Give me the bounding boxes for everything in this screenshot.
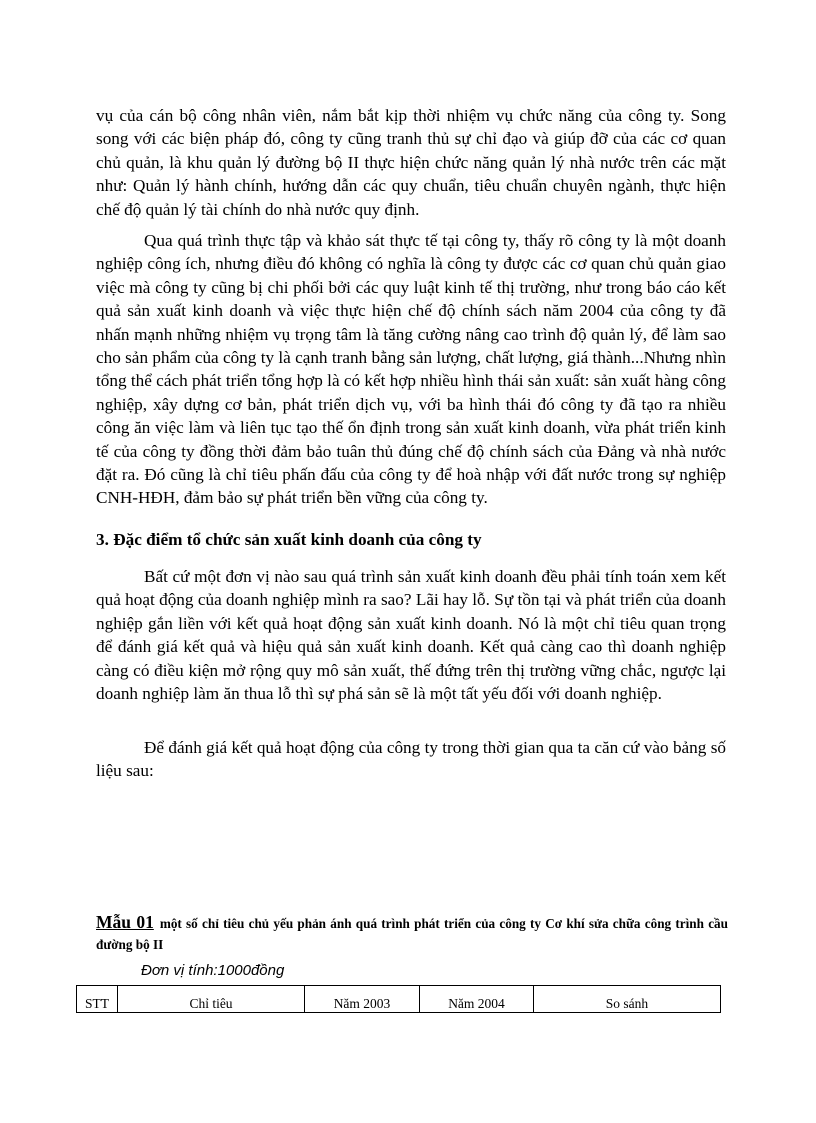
paragraph-1: vụ của cán bộ công nhân viên, nắm bắt kịp thời nhiệm vụ chức năng của công ty. Song song với các biện pháp đó, công ty cũng tranh thủ sự chỉ đạo và giúp đỡ của các cơ quan chủ quản, là khu quản lý đường bộ II thực hiện chức năng quản lý nhà nước trên các mặt như: Quản lý hành chính, hướng dẫn các quy chuẩn, tiêu chuẩn chuyên ngành, thực hiện chế độ quản lý tài chính do nhà nước quy định. (96, 106, 726, 219)
header-stt: STT (77, 986, 118, 1013)
header-indicator: Chỉ tiêu (118, 986, 305, 1013)
header-year-2004: Năm 2004 (420, 986, 534, 1013)
header-comparison: So sánh (534, 986, 721, 1013)
caption-text: một số chỉ tiêu chủ yếu phản ánh quá trình phát triển của công ty Cơ khí sửa chữa công trình cầu đường bộ II (96, 916, 728, 952)
paragraph-3: Bất cứ một đơn vị nào sau quá trình sản xuất kinh doanh đều phải tính toán xem kết quả hoạt động của doanh nghiệp mình ra sao? Lãi hay lỗ. Sự tồn tại và phát triển của doanh nghiệp gắn liền với kết quả hoạt động sản xuất kinh doanh. Nó là một chỉ tiêu quan trọng để đánh giá kết quả và hiệu quả sản xuất kinh doanh. Kết quả càng cao thì doanh nghiệp càng có điều kiện mở rộng quy mô sản xuất, thế đứng trên thị trường vững chắc, ngược lại doanh nghiệp làm ăn thua lỗ thì sự phá sản sẽ là một tất yếu đối với doanh nghiệp. (96, 567, 726, 704)
caption-tag: Mẫu 01 (96, 912, 154, 932)
paragraph-4: Để đánh giá kết quả hoạt động của công ty trong thời gian qua ta căn cứ vào bảng số liệu sau: (96, 738, 726, 781)
header-year-2003: Năm 2003 (305, 986, 420, 1013)
indicator-table (76, 985, 721, 1013)
unit-note: Đơn vị tính:1000đồng (141, 962, 285, 979)
table-header-row (77, 986, 721, 1013)
table-caption (96, 912, 728, 955)
paragraph-2: Qua quá trình thực tập và khảo sát thực tế tại công ty, thấy rõ công ty là một doanh nghiệp công ích, nhưng điều đó không có nghĩa là công ty được các cơ quan chủ quản giao việc mà công ty cũng bị chi phối bởi các quy luật kinh tế thị trường, như trong báo cáo kết quả sản xuất kinh doanh và việc thực hiện chế độ chính sách năm 2004 của công ty đã nhấn mạnh những nhiệm vụ trọng tâm là tăng cường nâng cao trình độ quản lý, để làm sao cho sản phẩm của công ty là cạnh tranh bằng sản lượng, chất lượng, giá thành...Nhưng nhìn tổng thể cách phát triển tổng hợp là có kết hợp nhiều hình thái sản xuất: sản xuất hàng công nghiệp, xây dựng cơ bản, phát triển dịch vụ, với ba hình thái đó công ty đã tạo ra nhiều công ăn việc làm và liên tục tạo thế ổn định trong sản xuất kinh doanh, vừa phát triển kinh tế của công ty đồng thời đảm bảo tuân thủ đúng chế độ chính sách của Đảng và nhà nước đặt ra. Đó cũng là chỉ tiêu phấn đấu của công ty để hoà nhập với đất nước trong sự nghiệp CNH-HĐH, đảm bảo sự phát triển bền vững của công ty. (96, 231, 726, 508)
section-heading: 3. Đặc điểm tổ chức sản xuất kinh doanh của công ty (96, 530, 482, 549)
